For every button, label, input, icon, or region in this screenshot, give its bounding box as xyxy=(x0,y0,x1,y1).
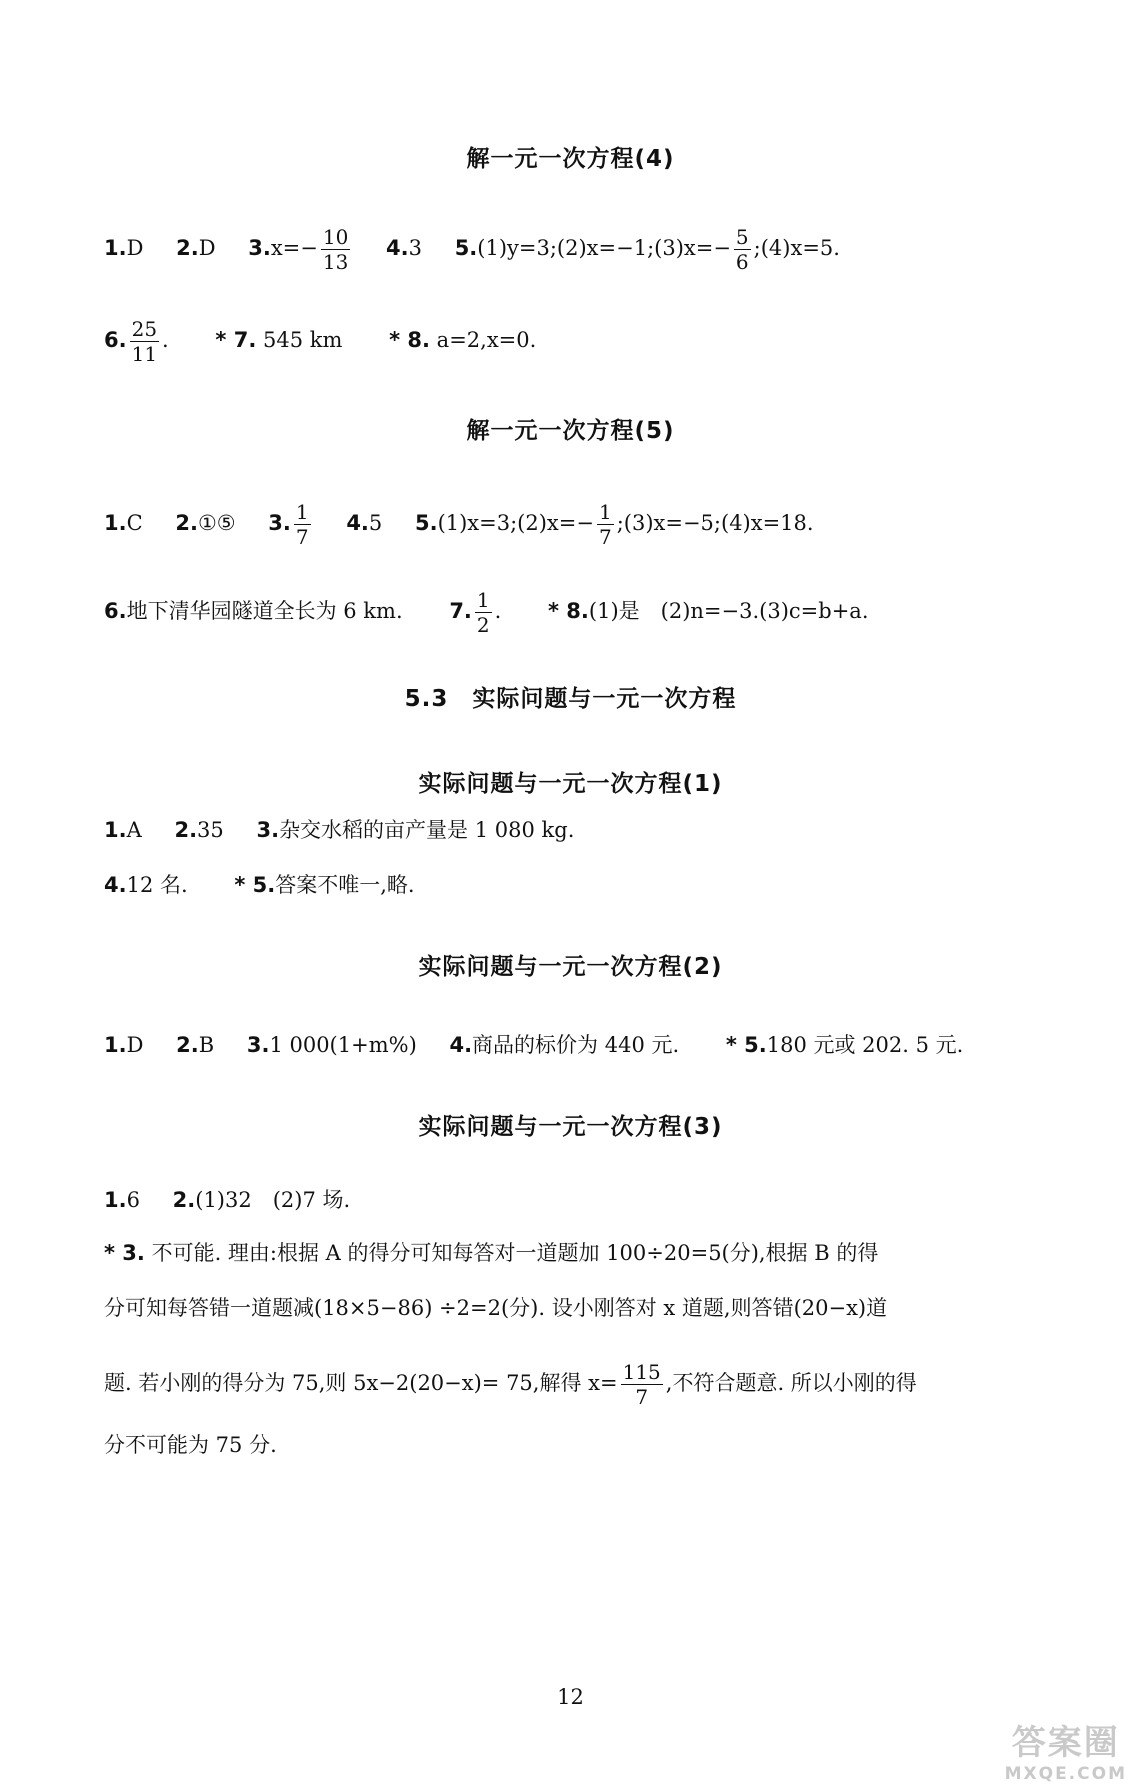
q-number: 3. xyxy=(268,511,291,535)
q-number: 1. xyxy=(104,236,127,260)
answer-text: (1)是 (2)n=−3.(3)c=b+a. xyxy=(588,599,869,623)
answer-text: 不可能. 理由:根据 A 的得分可知每答对一道题加 100÷20=5(分),根据 B 的得 xyxy=(151,1241,879,1265)
q-number: 2. xyxy=(174,818,198,842)
q-number: 3. xyxy=(248,236,271,260)
answer-text: C xyxy=(126,511,143,535)
q-number: 2. xyxy=(175,511,198,535)
answer-text: 地下清华园隧道全长为 6 km. xyxy=(126,599,403,623)
watermark-logo: 答案圈 MXQE.COM xyxy=(1004,1723,1127,1784)
answer-text: ;(4)x=5. xyxy=(753,236,840,260)
answer-line xyxy=(104,225,1094,274)
section-title-4: 解一元一次方程(4) xyxy=(466,146,675,172)
q-number: 1. xyxy=(104,818,127,842)
q-number: 1. xyxy=(104,511,127,535)
fraction: $\frac{1}{7}$ xyxy=(295,500,309,549)
fraction: $\frac{10}{13}$ xyxy=(322,225,349,274)
q-number: 7. xyxy=(449,599,472,623)
answer-text: 题. 若小刚的得分为 75,则 5x−2(20−x)= 75,解得 x= xyxy=(104,1371,618,1395)
fraction: $\frac{1}{2}$ xyxy=(476,588,490,637)
q-number: 2. xyxy=(176,1033,199,1057)
answer-text: 分不可能为 75 分. xyxy=(104,1433,277,1457)
answer-line xyxy=(104,1185,1094,1215)
answer-text: 6 xyxy=(126,1188,140,1212)
answer-line xyxy=(104,588,1094,637)
answer-text: 答案不唯一,略. xyxy=(275,873,415,897)
q-number: * 7. xyxy=(215,328,257,352)
q-number: * 5. xyxy=(725,1033,767,1057)
q-number: 2. xyxy=(176,236,199,260)
answer-text: ;(3)x=−5;(4)x=18. xyxy=(616,511,814,535)
q-number: * 5. xyxy=(234,873,276,897)
q-number: 4. xyxy=(104,873,127,897)
q-number: 4. xyxy=(346,511,369,535)
answer-text: ,不符合题意. 所以小刚的得 xyxy=(665,1371,917,1395)
answer-text: D xyxy=(126,1033,144,1057)
q-number: 1. xyxy=(104,1033,127,1057)
answer-text: (1)32 (2)7 场. xyxy=(195,1188,351,1212)
answer-text: A xyxy=(126,818,142,842)
q-number: * 3. xyxy=(104,1241,145,1265)
chapter-title: 5.3 实际问题与一元一次方程 xyxy=(404,686,737,712)
answer-line xyxy=(104,500,1094,549)
answer-text: B xyxy=(198,1033,215,1057)
answer-text: 35 xyxy=(197,818,224,842)
fraction: $\frac{25}{11}$ xyxy=(131,317,158,366)
answer-text: x=− xyxy=(270,236,318,260)
answer-line xyxy=(104,1360,1094,1409)
answer-line xyxy=(104,1430,1094,1460)
answer-text: ①⑤ xyxy=(197,511,236,535)
section-title-p3: 实际问题与一元一次方程(3) xyxy=(418,1114,723,1140)
q-number: 5. xyxy=(454,236,478,260)
fraction: $\frac{115}{7}$ xyxy=(622,1360,661,1409)
answer-line xyxy=(104,815,1094,845)
fraction: $\frac{5}{6}$ xyxy=(735,225,749,274)
q-number: 6. xyxy=(104,599,127,623)
fraction: $\frac{1}{7}$ xyxy=(598,500,612,549)
answer-text: (1)y=3;(2)x=−1;(3)x=− xyxy=(477,236,731,260)
q-number: 3. xyxy=(246,1033,270,1057)
answer-line xyxy=(104,317,1094,366)
q-number: 3. xyxy=(256,818,280,842)
answer-line xyxy=(104,870,1094,900)
q-number: 5. xyxy=(414,511,438,535)
q-number: 1. xyxy=(104,1188,127,1212)
answer-text: 分可知每答错一道题减(18×5−86) ÷2=2(分). 设小刚答对 x 道题,则答错(20−x)道 xyxy=(104,1296,888,1320)
q-number: 4. xyxy=(449,1033,473,1057)
answer-text: . xyxy=(494,599,502,623)
section-title-5: 解一元一次方程(5) xyxy=(466,418,675,444)
answer-text: 1 000(1+m%) xyxy=(269,1033,417,1057)
q-number: 2. xyxy=(172,1188,196,1212)
section-title-p2: 实际问题与一元一次方程(2) xyxy=(418,954,723,980)
answer-text: 12 名. xyxy=(126,873,188,897)
answer-line xyxy=(104,1238,1094,1268)
answer-text: D xyxy=(126,236,144,260)
page-number: 12 xyxy=(557,1685,584,1709)
answer-text: D xyxy=(198,236,216,260)
answer-text: (1)x=3;(2)x=− xyxy=(437,511,594,535)
answer-text: a=2,x=0. xyxy=(436,328,537,352)
q-number: 6. xyxy=(104,328,127,352)
q-number: * 8. xyxy=(548,599,589,623)
answer-text: 杂交水稻的亩产量是 1 080 kg. xyxy=(279,818,575,842)
answer-text: . xyxy=(162,328,169,352)
answer-text: 3 xyxy=(408,236,422,260)
answer-text: 商品的标价为 440 元. xyxy=(472,1033,680,1057)
answer-line xyxy=(104,1293,1094,1323)
answer-text: 5 xyxy=(368,511,383,535)
section-title-p1: 实际问题与一元一次方程(1) xyxy=(418,771,723,797)
q-number: 4. xyxy=(386,236,409,260)
answer-line xyxy=(104,1030,1094,1060)
answer-text: 545 km xyxy=(263,328,343,352)
answer-text: 180 元或 202. 5 元. xyxy=(766,1033,964,1057)
q-number: * 8. xyxy=(389,328,430,352)
